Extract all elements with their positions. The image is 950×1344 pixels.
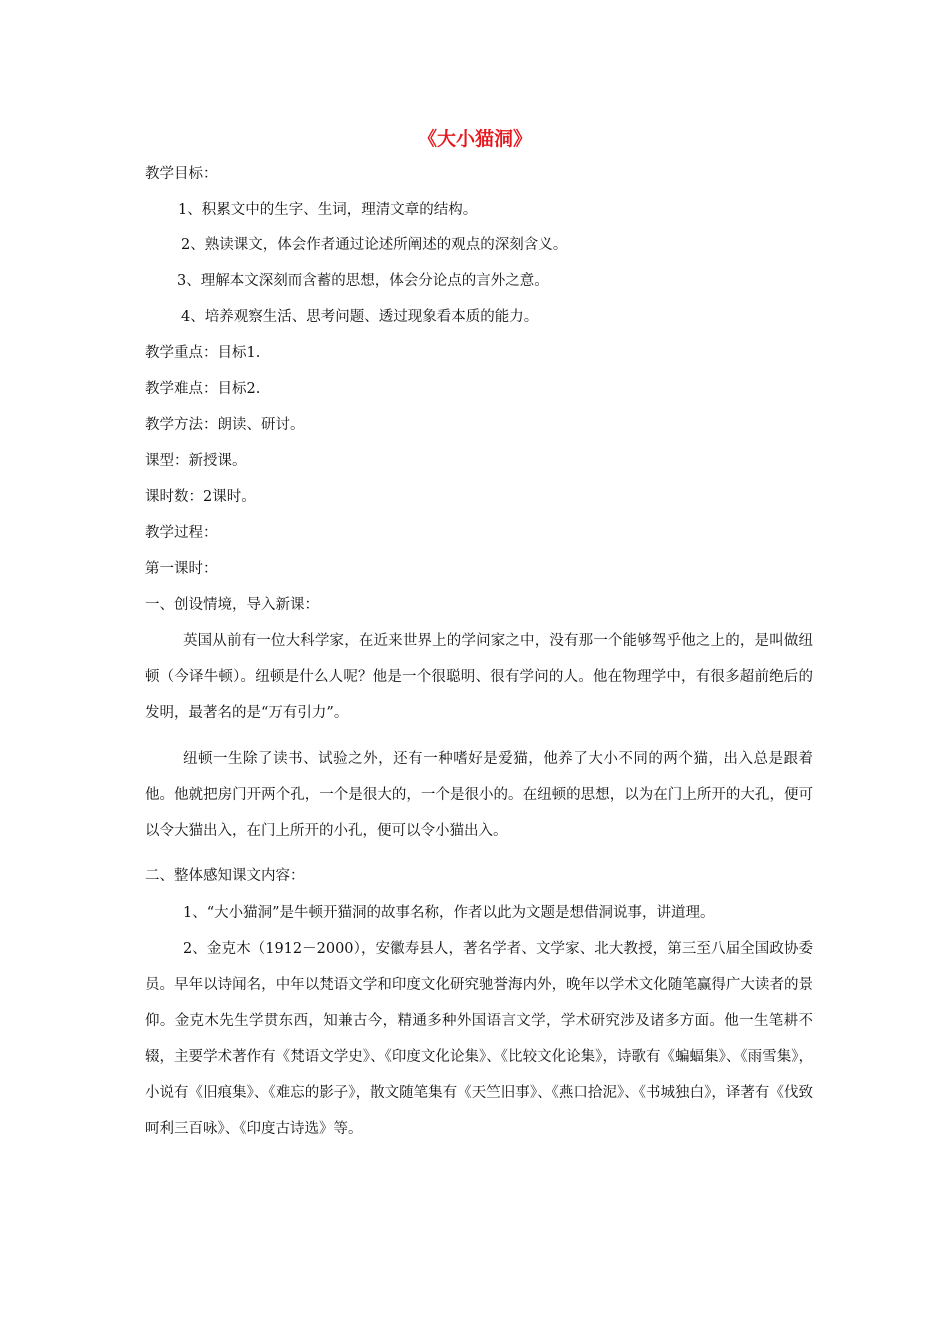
goal-item-2: 2、熟读课文，体会作者通过论述所阐述的观点的深刻含义。: [181, 237, 568, 253]
key-point: 教学重点：目标1.: [145, 345, 261, 361]
goal-item-1: 1、积累文中的生字、生词，理清文章的结构。: [178, 202, 478, 218]
lesson-type: 课型：新授课。: [145, 453, 247, 469]
section-2-paragraph-1: 1、“大小猫洞”是牛顿开猫洞的故事名称，作者以此为文题是想借洞说事，讲道理。: [183, 905, 715, 921]
section-1-paragraph-2: 纽顿一生除了读书、试验之外，还有一种嗜好是爱猫，他养了大小不同的两个猫，出入总是跟着他。他就把房门开两个孔，一个是很大的，一个是很小的。在纽顿的思想，以为在门上所开的大孔，便可以令大猫出入，在门上所开的小孔，便可以令小猫出入。: [145, 751, 813, 839]
section-1-paragraph-1: 英国从前有一位大科学家，在近来世界上的学问家之中，没有那一个能够驾乎他之上的，是叫做纽顿（今译牛顿）。纽顿是什么人呢？他是一个很聪明、很有学问的人。他在物理学中，有很多超前绝后的发明，最著名的是“万有引力”。: [145, 633, 813, 721]
goal-item-3: 3、理解本文深刻而含蓄的思想，体会分论点的言外之意。: [177, 273, 549, 289]
teaching-method: 教学方法：朗读、研讨。: [145, 417, 305, 433]
section-2-paragraph-2: 2、金克木（1912－2000），安徽寿县人，著名学者、文学家、北大教授，第三至八届全国政协委员。早年以诗闻名，中年以梵语文学和印度文化研究驰誉海内外，晚年以学术文化随笔赢得广大读者的景仰。金克木先生学贯东西，知兼古今，精通多种外国语言文学，学术研究涉及诸多方面。他一生笔耕不辍，主要学术著作有《梵语文学史》、《印度文化论集》、《比较文化论集》，诗歌有《蝙蝠集》、《雨雪集》，小说有《旧痕集》、《难忘的影子》，散文随笔集有《天竺旧事》、《燕口拾泥》、《书城独白》，译著有《伐致呵利三百咏》、《印度古诗选》等。: [145, 941, 813, 1137]
process-heading: 教学过程：: [145, 525, 218, 541]
section-2-heading: 二、整体感知课文内容：: [145, 868, 305, 884]
goals-heading: 教学目标：: [145, 166, 218, 182]
section-1-heading: 一、创设情境，导入新课：: [145, 597, 319, 613]
page-title: 《大小猫洞》: [417, 128, 532, 150]
difficulty: 教学难点：目标2.: [145, 381, 261, 397]
lesson-hours: 课时数：2课时。: [145, 489, 256, 505]
goal-item-4: 4、培养观察生活、思考问题、透过现象看本质的能力。: [181, 309, 539, 325]
period-heading: 第一课时：: [145, 561, 218, 577]
